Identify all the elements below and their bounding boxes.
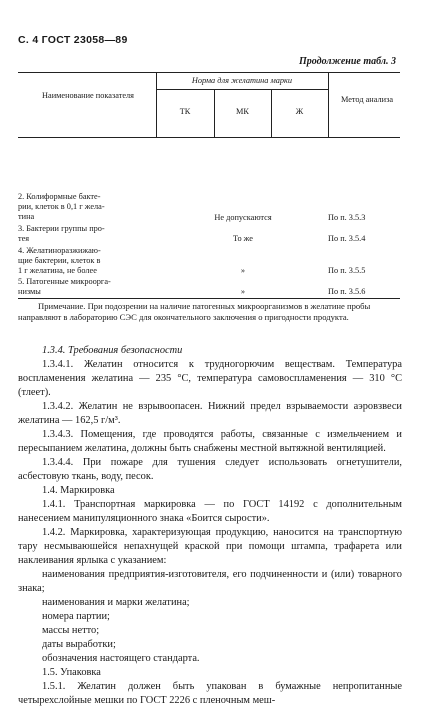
row-method: По п. 3.5.3 (328, 213, 366, 222)
table-row: 5. Патогенные микроорга- низмы (18, 277, 111, 297)
paragraph: 1.3.4.2. Желатин не взрывоопасен. Нижний предел взрываемости аэровзвеси желатина — 162,5 г/м³. (18, 401, 402, 426)
paragraph: 1.3.4.4. При пожаре для тушения следует использовать огнетушители, асбестовую ткань, воду, песок. (18, 457, 402, 482)
table-continuation-label: Продолжение табл. 3 (298, 56, 396, 67)
paragraph: наименования предприятия-изготовителя, его подчиненности и (или) товарного знака; (18, 569, 402, 594)
grade-tk: ТК (179, 107, 191, 116)
row-norm: » (240, 266, 246, 275)
table-header (18, 72, 400, 138)
body-text (18, 344, 402, 708)
paragraph: 1.4.1. Транспортная маркировка — по ГОСТ 14192 с дополнительным нанесением манипуляционного знака «Боится сырости». (18, 499, 402, 524)
section-heading: 1.5. Упаковка (42, 667, 101, 678)
row-method: По п. 3.5.6 (328, 287, 366, 296)
grade-mk: МК (236, 107, 249, 116)
paragraph: номера партии; (42, 611, 110, 622)
table (18, 72, 400, 297)
paragraph: даты выработки; (42, 639, 116, 650)
paragraph: обозначения настоящего стандарта. (42, 653, 200, 664)
paragraph: 1.3.4.1. Желатин относится к трудногорючим веществам. Температура воспламенения желатина — 235 °С, температура самовоспламенения — 310 °С (тлеет). (18, 359, 402, 398)
section-heading: 1.4. Маркировка (42, 485, 115, 496)
norm-header: Норма для желатина марки (191, 76, 293, 85)
paragraph: наименования и марки желатина; (42, 597, 190, 608)
table-note: Примечание. При подозрении на наличие патогенных микроорганизмов в желатине пробы направляют в лабораторию СЭС для окончательного заключения о пригодности продукта. (18, 301, 371, 322)
row-method: По п. 3.5.5 (328, 266, 366, 275)
page-header: С. 4 ГОСТ 23058—89 (18, 34, 128, 46)
paragraph: 1.3.4.3. Помещения, где проводятся работы, связанные с измельчением и пересыпанием желатина, должны быть снабжены местной вытяжной вентиляцией. (18, 429, 402, 454)
row-norm: То же (233, 234, 253, 243)
table-row: 2. Колиформные бакте- рии, клеток в 0,1 г жела- тина (18, 192, 105, 222)
paragraph: 1.4.2. Маркировка, характеризующая продукцию, наносится на транспортную тару несмываюшейся непахнущей краской при помощи штампа, трафарета или наклеивания ярлыка с указанием: (18, 527, 402, 566)
row-method: По п. 3.5.4 (328, 234, 366, 243)
row-norm: Не допускаются (214, 213, 272, 222)
paragraph: массы нетто; (42, 625, 100, 636)
table-body (18, 138, 400, 297)
row-norm: » (240, 287, 246, 296)
col-name-header: Наименование показателя (42, 91, 134, 100)
table-row: 4. Желатиноразжижаю- щие бактерии, клеток в 1 г желатина, не более (18, 246, 101, 276)
grade-zh: Ж (295, 107, 304, 116)
section-heading: 1.3.4. Требования безопасности (42, 345, 183, 356)
paragraph: 1.5.1. Желатин должен быть упакован в бумажные непропитанные четырехслойные мешки по ГОСТ 2226 с пленочным меш- (18, 681, 402, 706)
method-header: Метод анализа (340, 95, 394, 104)
table-row: 3. Бактерии группы про- тея (18, 224, 105, 244)
